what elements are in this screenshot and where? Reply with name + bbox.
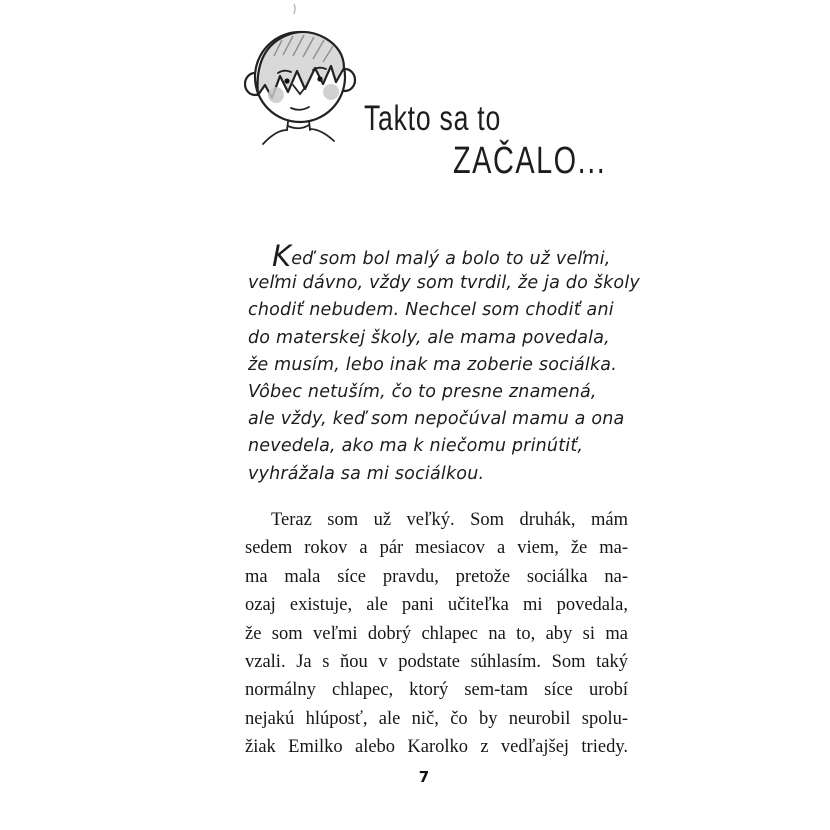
serif-paragraph: [245, 506, 628, 762]
handwritten-line: [248, 239, 628, 273]
chapter-title-line-1: Takto sa to: [364, 99, 502, 138]
serif-line: že som veľmi dobrý chlapec na to, aby si ma: [245, 623, 628, 644]
collar: [288, 125, 309, 128]
serif-line: nejakú hlúposť, ale nič, čo by neurobil spolu-: [245, 708, 628, 729]
handwritten-line: do materskej školy, ale mama povedala,: [248, 327, 610, 348]
serif-line: žiak Emilko alebo Karolko z vedľajšej triedy.: [245, 737, 628, 758]
left-cheek: [268, 87, 284, 103]
handwritten-line: ale vždy, keď som nepočúval mamu a ona: [248, 409, 625, 430]
handwritten-line: vyhrážala sa mi sociálkou.: [248, 463, 485, 484]
handwritten-line: že musím, lebo inak ma zoberie sociálka.: [248, 354, 617, 375]
handwritten-line: chodiť nebudem. Nechcel som chodiť ani: [248, 300, 614, 321]
serif-line: sedem rokov a pár mesiacov a viem, že ma-: [245, 538, 628, 559]
page-number: 7: [418, 768, 430, 786]
right-shoulder: [310, 129, 334, 141]
right-cheek: [323, 84, 339, 100]
chapter-title-line-2: ZAČALO...: [453, 140, 607, 182]
left-eye: [284, 78, 289, 83]
drop-cap-initial: K: [272, 239, 292, 273]
right-eye: [317, 76, 322, 81]
stray-hair-stroke: [294, 4, 295, 14]
serif-line: normálny chlapec, ktorý sem-tam síce urobí: [245, 680, 628, 701]
handwritten-line: veľmi dávno, vždy som tvrdil, že ja do školy: [248, 273, 640, 294]
handwritten-paragraph: [248, 239, 640, 488]
left-shoulder: [263, 130, 287, 144]
serif-line: ozaj existuje, ale pani učiteľka mi povedala,: [245, 595, 628, 616]
handwritten-line: Vôbec netuším, čo to presne znamená,: [248, 381, 597, 402]
boy-face-illustration: [243, 0, 359, 150]
serif-line: vzali. Ja s ňou v podstate súhlasím. Som taký: [245, 651, 628, 672]
handwritten-line: nevedela, ako ma k niečomu prinútiť,: [248, 436, 584, 457]
handwritten-line-text: eď som bol malý a bolo to už veľmi,: [291, 249, 611, 269]
serif-line: ma mala síce pravdu, pretože sociálka na-: [245, 566, 628, 587]
serif-line: Teraz som už veľký. Som druhák, mám: [271, 510, 628, 530]
